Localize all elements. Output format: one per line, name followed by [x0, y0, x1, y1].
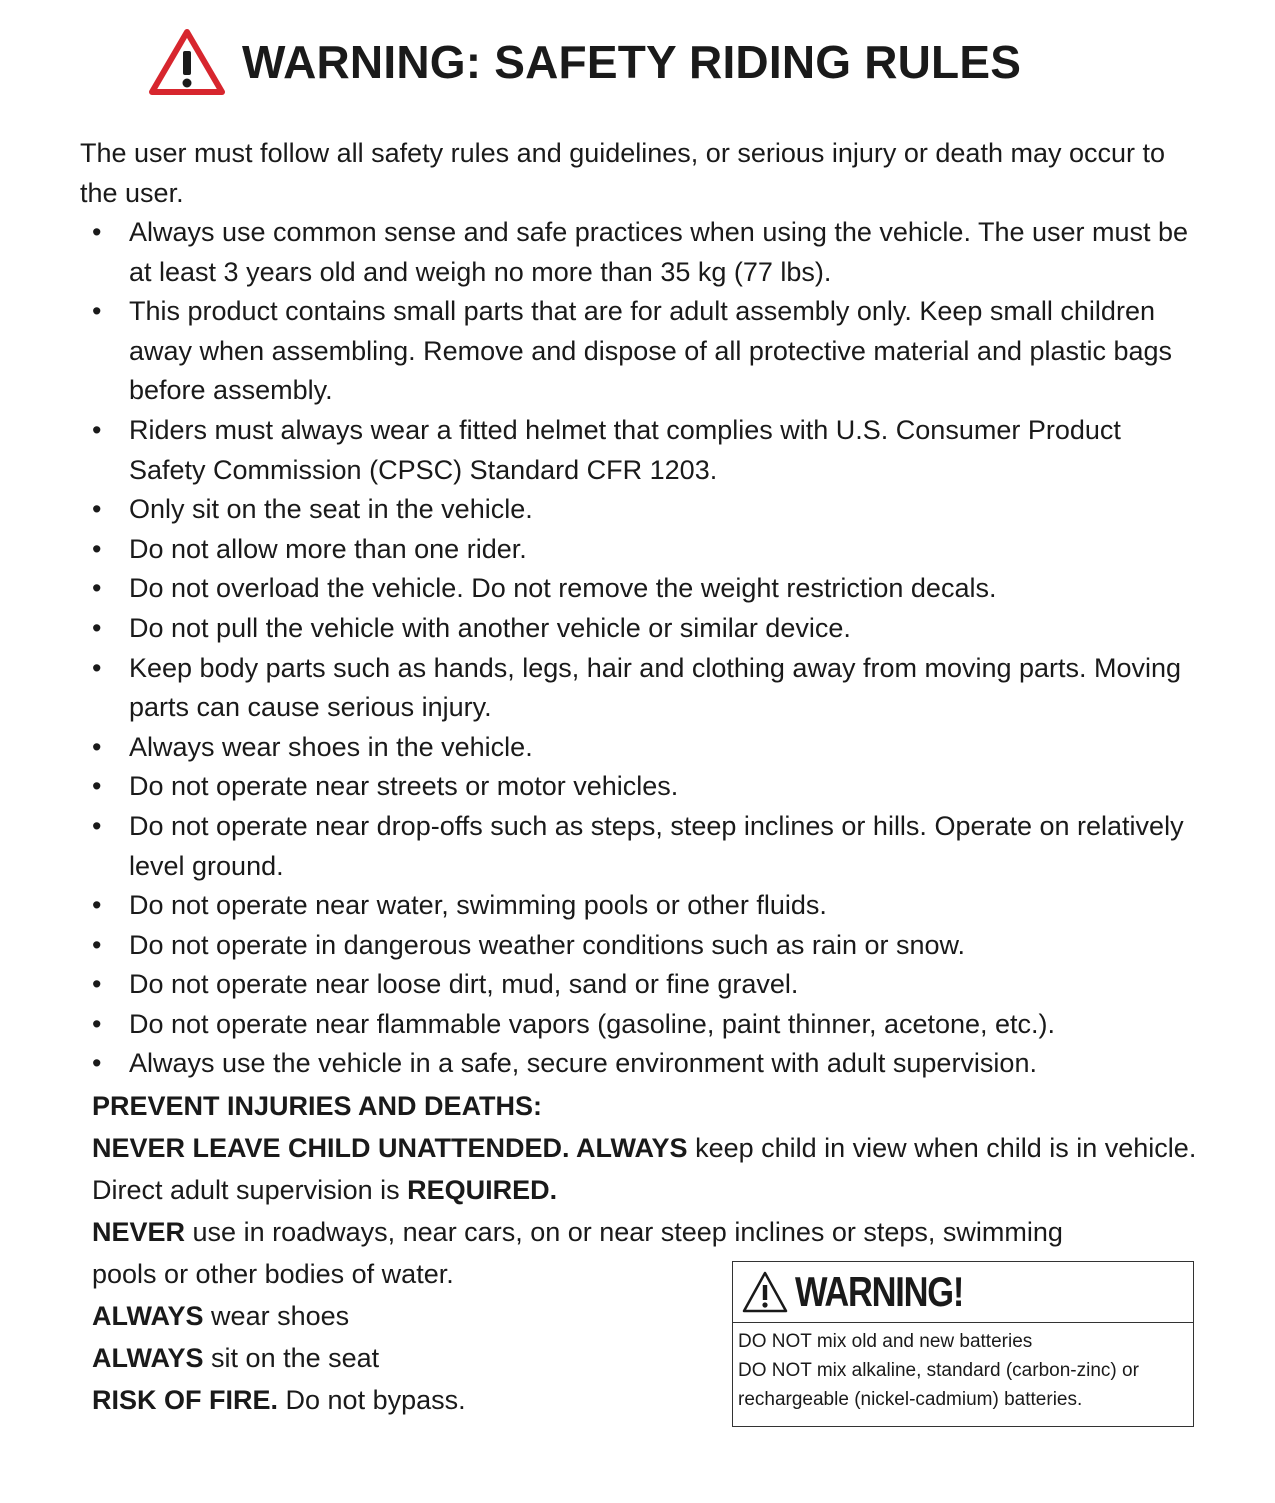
prevent-line-never: NEVER use in roadways, near cars, on or near steep inclines or steps, swimming: [92, 1217, 1063, 1247]
page-title: WARNING: SAFETY RIDING RULES: [242, 36, 1022, 88]
safety-rule-item: [80, 292, 1200, 411]
safety-rule-item: [80, 1005, 1200, 1045]
battery-warning-body: [733, 1323, 1193, 1414]
title-row: [148, 22, 1021, 102]
safety-rule-item: [80, 569, 1200, 609]
bullet-icon: •: [92, 573, 102, 604]
warning-triangle-outline-icon: [741, 1270, 789, 1314]
safety-rule-text: Do not overload the vehicle. Do not remove the weight restriction decals.: [129, 573, 997, 604]
safety-rule-item: [80, 490, 1200, 530]
battery-warning-line: DO NOT mix alkaline, standard (carbon-zinc) or: [738, 1360, 1139, 1381]
bullet-icon: •: [92, 771, 102, 802]
safety-rule-item: [80, 886, 1200, 926]
battery-warning-heading: WARNING!: [795, 1268, 964, 1315]
bullet-icon: •: [92, 533, 102, 564]
safety-rule-text: Riders must always wear a fitted helmet that complies with U.S. Consumer Product Safety Commission (CPSC) Standard CFR 1203.: [129, 414, 1121, 485]
bullet-icon: •: [92, 494, 102, 525]
bullet-icon: •: [92, 731, 102, 762]
safety-rule-text: Always wear shoes in the vehicle.: [129, 731, 533, 762]
safety-rule-item: [80, 609, 1200, 649]
prevent-line-shoes: ALWAYS wear shoes: [92, 1301, 350, 1331]
safety-rule-text: Do not operate near loose dirt, mud, sand or fine gravel.: [129, 969, 799, 1000]
safety-rule-item: [80, 411, 1200, 490]
bullet-icon: •: [92, 810, 102, 841]
safety-rule-text: Do not operate near water, swimming pools or other fluids.: [129, 890, 827, 921]
battery-warning-box: [732, 1261, 1194, 1427]
safety-rule-text: Always use the vehicle in a safe, secure environment with adult supervision.: [129, 1048, 1037, 1079]
bullet-icon: •: [92, 414, 102, 445]
safety-rule-text: Do not operate in dangerous weather conditions such as rain or snow.: [129, 929, 966, 960]
safety-rule-text: This product contains small parts that are for adult assembly only. Keep small children away when assembling. Remove and dispose of all protective material and plastic bags before assembly.: [129, 296, 1173, 406]
safety-rule-text: Do not operate near streets or motor vehicles.: [129, 771, 679, 802]
safety-rule-item: [80, 728, 1200, 768]
safety-rules-list: [80, 213, 1200, 1084]
safety-rule-item: [80, 965, 1200, 1005]
safety-rule-text: Do not operate near flammable vapors (gasoline, paint thinner, acetone, etc.).: [129, 1008, 1056, 1039]
warning-triangle-icon: [148, 27, 226, 97]
bullet-icon: •: [92, 1008, 102, 1039]
battery-warning-header: [733, 1262, 1193, 1323]
safety-rule-text: Do not pull the vehicle with another vehicle or similar device.: [129, 612, 851, 643]
battery-warning-line: rechargeable (nickel-cadmium) batteries.: [738, 1389, 1083, 1410]
safety-rule-text: Only sit on the seat in the vehicle.: [129, 494, 533, 525]
safety-rule-item: [80, 530, 1200, 570]
bullet-icon: •: [92, 929, 102, 960]
prevent-line-fire: RISK OF FIRE. Do not bypass.: [92, 1385, 466, 1415]
bullet-icon: •: [92, 969, 102, 1000]
bullet-icon: •: [92, 890, 102, 921]
prevent-line-unattended: NEVER LEAVE CHILD UNATTENDED. ALWAYS keep child in view when child is in vehicle. Direct adult supervision is REQUIRED.: [92, 1133, 1197, 1205]
intro-paragraph: The user must follow all safety rules and guidelines, or serious injury or death may occur to the user.: [80, 138, 1166, 208]
safety-rule-text: Always use common sense and safe practices when using the vehicle. The user must be at least 3 years old and weigh no more than 35 kg (77 lbs).: [129, 217, 1189, 287]
safety-rule-text: Do not allow more than one rider.: [129, 533, 527, 564]
bullet-icon: •: [92, 217, 102, 247]
safety-rule-item: [80, 213, 1200, 292]
battery-warning-line: DO NOT mix old and new batteries: [738, 1331, 1033, 1352]
bullet-icon: •: [92, 1048, 102, 1079]
prevent-line-seat: ALWAYS sit on the seat: [92, 1343, 380, 1373]
safety-rule-item: [80, 649, 1200, 728]
safety-rule-text: Do not operate near drop-offs such as steps, steep inclines or hills. Operate on relatively level ground.: [129, 810, 1184, 881]
prevent-heading: PREVENT INJURIES AND DEATHS:: [92, 1091, 543, 1121]
safety-rule-item: [80, 926, 1200, 966]
safety-rule-item: [80, 807, 1200, 886]
prevent-line-never-cont: pools or other bodies of water.: [92, 1259, 454, 1289]
bullet-icon: •: [92, 652, 102, 683]
bullet-icon: •: [92, 296, 102, 327]
bullet-icon: •: [92, 612, 102, 643]
safety-rule-text: Keep body parts such as hands, legs, hair and clothing away from moving parts. Moving parts can cause serious injury.: [129, 652, 1182, 723]
safety-rule-item: [80, 1044, 1200, 1084]
safety-rule-item: [80, 767, 1200, 807]
